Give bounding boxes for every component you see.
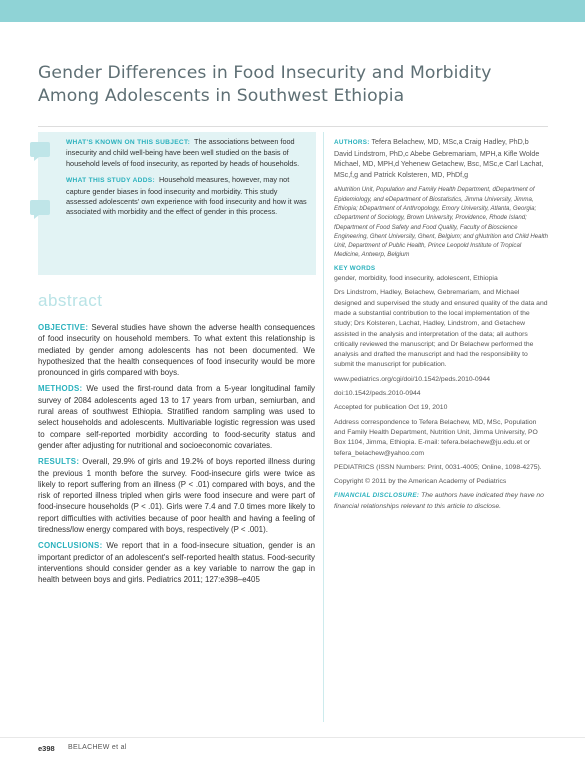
results-text: Overall, 29.9% of girls and 19.2% of boys reported illness during the previous 1 month before the survey. Food-insecure girls were twice as likely to report suffering from an illness (P < .01) compared with boys, and the risk of reported illness tripled when girls were food insecure and were part of food-insecure households (P < .01). Girls were 7.4 and 7.0 times more likely to report difficulties with activities because of poor health and having a feeling of tiredness/low energy compared with boys, respectively (P < .001). bbox=[38, 457, 315, 535]
conclusions-text: We report that in a food-insecure situation, gender is an important predictor of an adolescent's self-reported health status. Food-security interventions should consider gender as a key variable to narrow the gap in health between boys and girls. Pediatrics 2011; 127:e398–e405 bbox=[38, 541, 315, 585]
speech-bubble-icon bbox=[29, 198, 51, 220]
correspondence: Address correspondence to Tefera Belachew, MD, MSc, Population and Family Health Department, Nutrition Unit, Jimma University, PO Box 1104, Jimma, Ethiopia. E-mail: tefera.belachew@ju.edu.et or tefera_belachew@yahoo.com bbox=[334, 418, 538, 457]
known-body: The associations between food insecurity and child well-being have been well studied on the basis of household levels of food insecurity, as reported by heads of households. bbox=[66, 137, 300, 168]
authors-list: Tefera Belachew, MD, MSc,a Craig Hadley, PhD,b David Lindstrom, PhD,c Abebe Gebremariam, MPH,a Kifle Wolde Michael, MD, MPH,d Yehenew Getachew, Bsc, MSc,e Carl Lachat, MSc,f,g and Patrick Kolsteren, MD, PhDf,g bbox=[334, 138, 544, 179]
known-heading: WHAT'S KNOWN ON THIS SUBJECT: bbox=[66, 139, 191, 146]
running-footer: BELACHEW et al bbox=[68, 744, 127, 751]
adds-paragraph bbox=[66, 175, 310, 218]
keywords-heading: KEY WORDS bbox=[334, 264, 376, 272]
footer-rule bbox=[0, 737, 585, 738]
financial-disclosure bbox=[334, 491, 548, 512]
article-url[interactable]: www.pediatrics.org/cgi/doi/10.1542/peds.2010-0944 bbox=[334, 375, 491, 383]
abstract-body bbox=[38, 322, 315, 591]
methods-paragraph bbox=[38, 383, 315, 451]
abstract-heading: abstract bbox=[38, 291, 103, 310]
adds-body: Household measures, however, may not capture gender biases in food insecurity and morbidity. This study assessed adolescents' own experience with food insecurity and how it was associated with morbidity and the effect of gender in this process. bbox=[66, 175, 307, 217]
methods-heading: METHODS: bbox=[38, 384, 83, 394]
known-text bbox=[66, 137, 310, 224]
top-color-bar bbox=[0, 0, 585, 22]
page-number: e398 bbox=[38, 744, 55, 753]
financial-text: The authors have indicated they have no financial relationships relevant to this article to disclose. bbox=[334, 492, 544, 510]
column-divider bbox=[323, 132, 324, 722]
title-rule bbox=[38, 126, 548, 127]
keywords-section bbox=[334, 264, 548, 285]
conclusions-heading: CONCLUSIONS: bbox=[38, 541, 103, 551]
keywords-list: gender, morbidity, food insecurity, adolescent, Ethiopia bbox=[334, 275, 498, 283]
authors bbox=[334, 137, 548, 180]
issn: PEDIATRICS (ISSN Numbers: Print, 0031-4005; Online, 1098-4275). bbox=[334, 463, 542, 471]
affiliations: aNutrition Unit, Population and Family Health Department, dDepartment of Epidemiology, and eDepartment of Biostatistics, Jimma University, Jimma, Ethiopia; bDepartment of Anthropology, Emory University, Atlanta, Georgia; cDepartment of Sociology, Brown University, Providence, Rhode Island; fDepartment of Food Safety and Food Quality, Faculty of Bioscience Engineering, Ghent University, Ghent, Belgium; and gNutrition and Child Health Unit, Department of Public Health, Prince Leopold Institute of Tropical Medicine, Antwerp, Belgium bbox=[334, 186, 548, 259]
financial-heading: FINANCIAL DISCLOSURE: bbox=[334, 492, 420, 500]
speech-bubble-icon bbox=[29, 140, 51, 162]
contributions: Drs Lindstrom, Hadley, Belachew, Gebremariam, and Michael designed and supervised the study and ensured quality of the data and made a substantial contribution to the local implementation of the study; Drs Kolsteren, Lachat, Hadley, Lindstrom, and Getachew assisted in the analysis and interpretation of the data; all authors critically reviewed the manuscript; and Dr Belachew performed the analysis and drafted the manuscript and had the responsibility to submit the manuscript for publication. bbox=[334, 289, 548, 369]
adds-heading: WHAT THIS STUDY ADDS: bbox=[66, 177, 155, 185]
authors-heading: AUTHORS: bbox=[334, 139, 370, 146]
results-heading: RESULTS: bbox=[38, 457, 80, 467]
copyright: Copyright © 2011 by the American Academy of Pediatrics bbox=[334, 478, 507, 486]
objective-text: Several studies have shown the adverse health consequences of food insecurity on household members. To what extent this relationship is mediated by gender among adolescents has not been documented. We hypothesized that the health consequences of food insecurity would be more pronounced in girls compared with boys. bbox=[38, 323, 315, 378]
title-line-1: Gender Differences in Food Insecurity and Morbidity bbox=[38, 63, 492, 83]
title-line-2: Among Adolescents in Southwest Ethiopia bbox=[38, 86, 405, 106]
results-paragraph bbox=[38, 456, 315, 535]
article-doi[interactable]: doi:10.1542/peds.2010-0944 bbox=[334, 390, 421, 398]
article-title bbox=[38, 62, 548, 108]
accepted-date: Accepted for publication Oct 19, 2010 bbox=[334, 404, 448, 412]
objective-heading: OBJECTIVE: bbox=[38, 323, 89, 332]
article-info-column bbox=[334, 137, 548, 512]
methods-text: We used the first-round data from a 5-year longitudinal family survey of 2084 adolescents aged 13 to 17 years from urban, semiurban, and rural areas of southwest Ethiopia. Stratified random sampling was used to select households and adolescents. Multivariable logistic regression was used to compare self-reported morbidity according to food-security status and gender after adjusting for nutritional and socioeconomic covariates. bbox=[38, 384, 315, 450]
known-paragraph bbox=[66, 137, 310, 169]
objective-paragraph bbox=[38, 322, 315, 378]
conclusions-paragraph bbox=[38, 540, 315, 585]
